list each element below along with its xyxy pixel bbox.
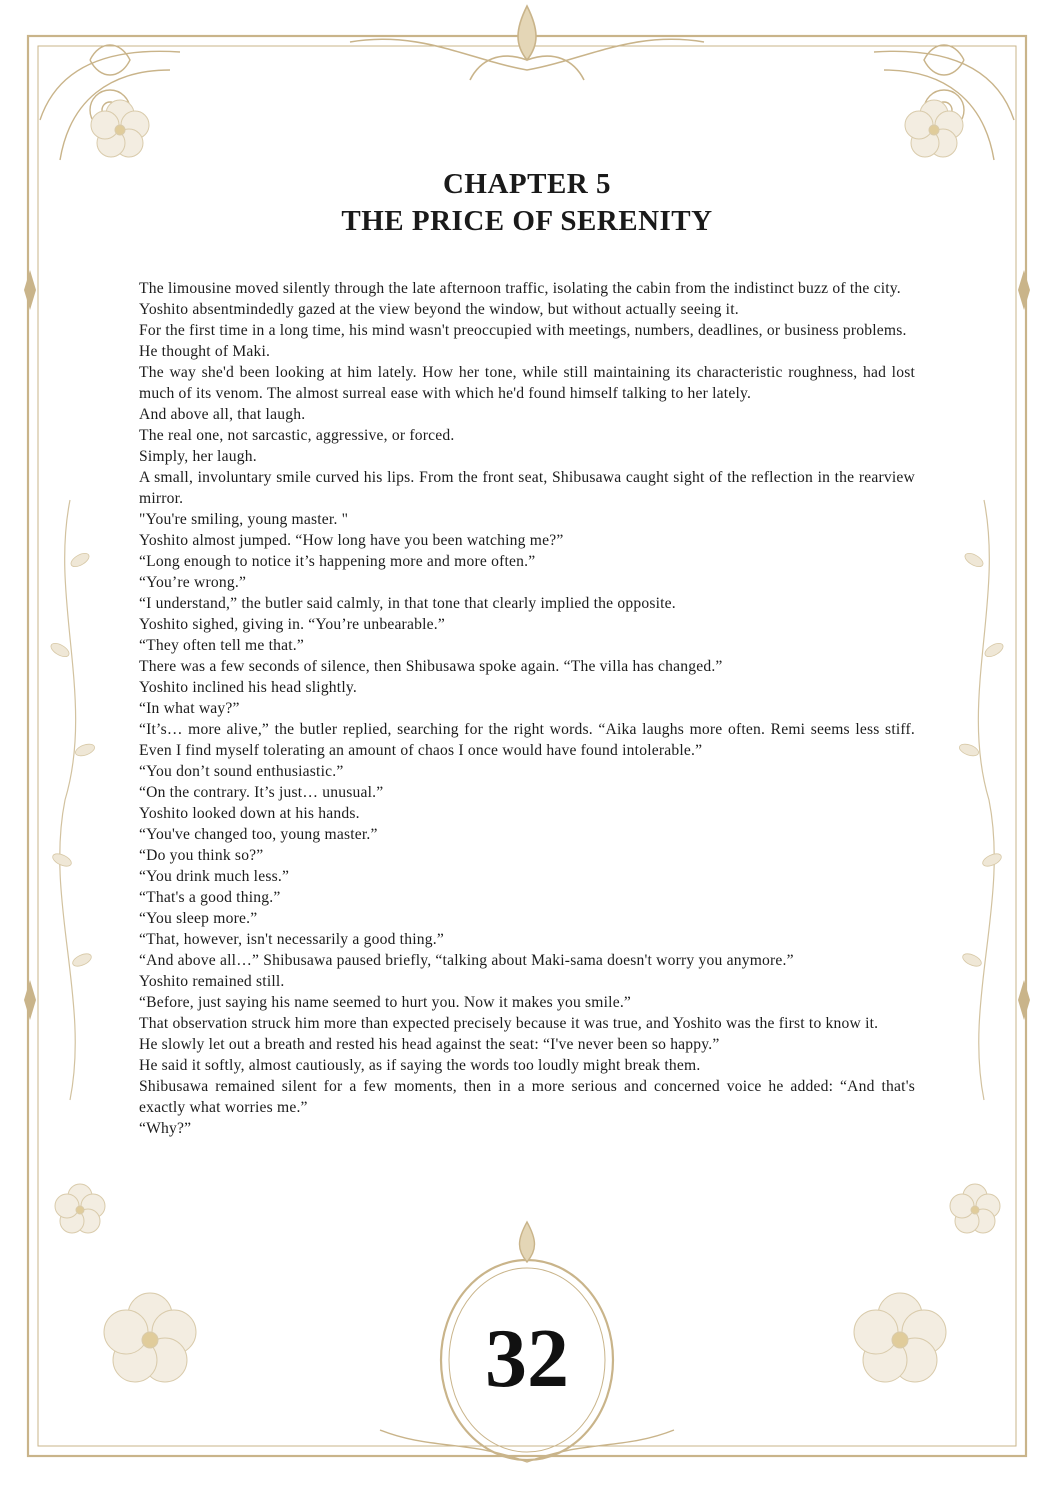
- paragraph: He said it softly, almost cautiously, as if saying the words too loudly might break them.: [139, 1057, 701, 1074]
- paragraph: There was a few seconds of silence, then Shibusawa spoke again. “The villa has changed.”: [139, 658, 723, 675]
- paragraph: “It’s… more alive,” the butler replied, searching for the right words. “Aika laughs more often. Remi seems less stiff. Even I find myself tolerating an amount of chaos I once would have found intolerable.”: [139, 721, 915, 759]
- paragraph: “That's a good thing.”: [139, 889, 281, 906]
- paragraph: “You don’t sound enthusiastic.”: [139, 763, 344, 780]
- paragraph: The real one, not sarcastic, aggressive, or forced.: [139, 427, 455, 444]
- paragraph: A small, involuntary smile curved his lips. From the front seat, Shibusawa caught sight of the reflection in the rearview mirror.: [139, 469, 915, 507]
- paragraph: Yoshito almost jumped. “How long have you been watching me?”: [139, 532, 564, 549]
- paragraph: The way she'd been looking at him lately. How her tone, while still maintaining its characteristic roughness, had lost much of its venom. The almost surreal ease with which he'd found himself talking to her lately.: [139, 364, 915, 402]
- chapter-body: [139, 278, 915, 1139]
- chapter-title: THE PRICE OF SERENITY: [341, 205, 713, 237]
- paragraph: And above all, that laugh.: [139, 406, 306, 423]
- paragraph: “You sleep more.”: [139, 910, 258, 927]
- paragraph: He slowly let out a breath and rested his head against the seat: “I've never been so happy.”: [139, 1036, 720, 1053]
- paragraph: Yoshito absentmindedly gazed at the view beyond the window, but without actually seeing it.: [139, 301, 739, 318]
- paragraph: Simply, her laugh.: [139, 448, 257, 465]
- paragraph: Shibusawa remained silent for a few moments, then in a more serious and concerned voice he added: “And that's exactly what worries me.”: [139, 1078, 915, 1116]
- paragraph: "You're smiling, young master. ": [139, 511, 349, 528]
- paragraph: Yoshito inclined his head slightly.: [139, 679, 357, 696]
- paragraph: Yoshito remained still.: [139, 973, 285, 990]
- paragraph: “Long enough to notice it’s happening more and more often.”: [139, 553, 536, 570]
- paragraph: For the first time in a long time, his mind wasn't preoccupied with meetings, numbers, deadlines, or business problems.: [139, 322, 907, 339]
- paragraph: That observation struck him more than expected precisely because it was true, and Yoshito was the first to know it.: [139, 1015, 879, 1032]
- page-number: 32: [485, 1312, 569, 1405]
- paragraph: “Why?”: [139, 1120, 192, 1137]
- paragraph: “That, however, isn't necessarily a good thing.”: [139, 931, 444, 948]
- paragraph: “They often tell me that.”: [139, 637, 304, 654]
- paragraph: “You drink much less.”: [139, 868, 290, 885]
- paragraph: “You've changed too, young master.”: [139, 826, 378, 843]
- paragraph: Yoshito looked down at his hands.: [139, 805, 360, 822]
- paragraph: The limousine moved silently through the late afternoon traffic, isolating the cabin from the indistinct buzz of the city.: [139, 280, 901, 297]
- paragraph: “Before, just saying his name seemed to hurt you. Now it makes you smile.”: [139, 994, 632, 1011]
- paragraph: “You’re wrong.”: [139, 574, 247, 591]
- paragraph: “On the contrary. It’s just… unusual.”: [139, 784, 384, 801]
- top-fleur-ornament: [350, 6, 704, 80]
- paragraph: Yoshito sighed, giving in. “You’re unbearable.”: [139, 616, 445, 633]
- paragraph: He thought of Maki.: [139, 343, 271, 360]
- paragraph: “And above all…” Shibusawa paused briefly, “talking about Maki-sama doesn't worry you anymore.”: [139, 952, 794, 969]
- chapter-number: CHAPTER 5: [442, 168, 612, 200]
- paragraph: “Do you think so?”: [139, 847, 264, 864]
- paragraph: “I understand,” the butler said calmly, in that tone that clearly implied the opposite.: [139, 595, 676, 612]
- paragraph: “In what way?”: [139, 700, 240, 717]
